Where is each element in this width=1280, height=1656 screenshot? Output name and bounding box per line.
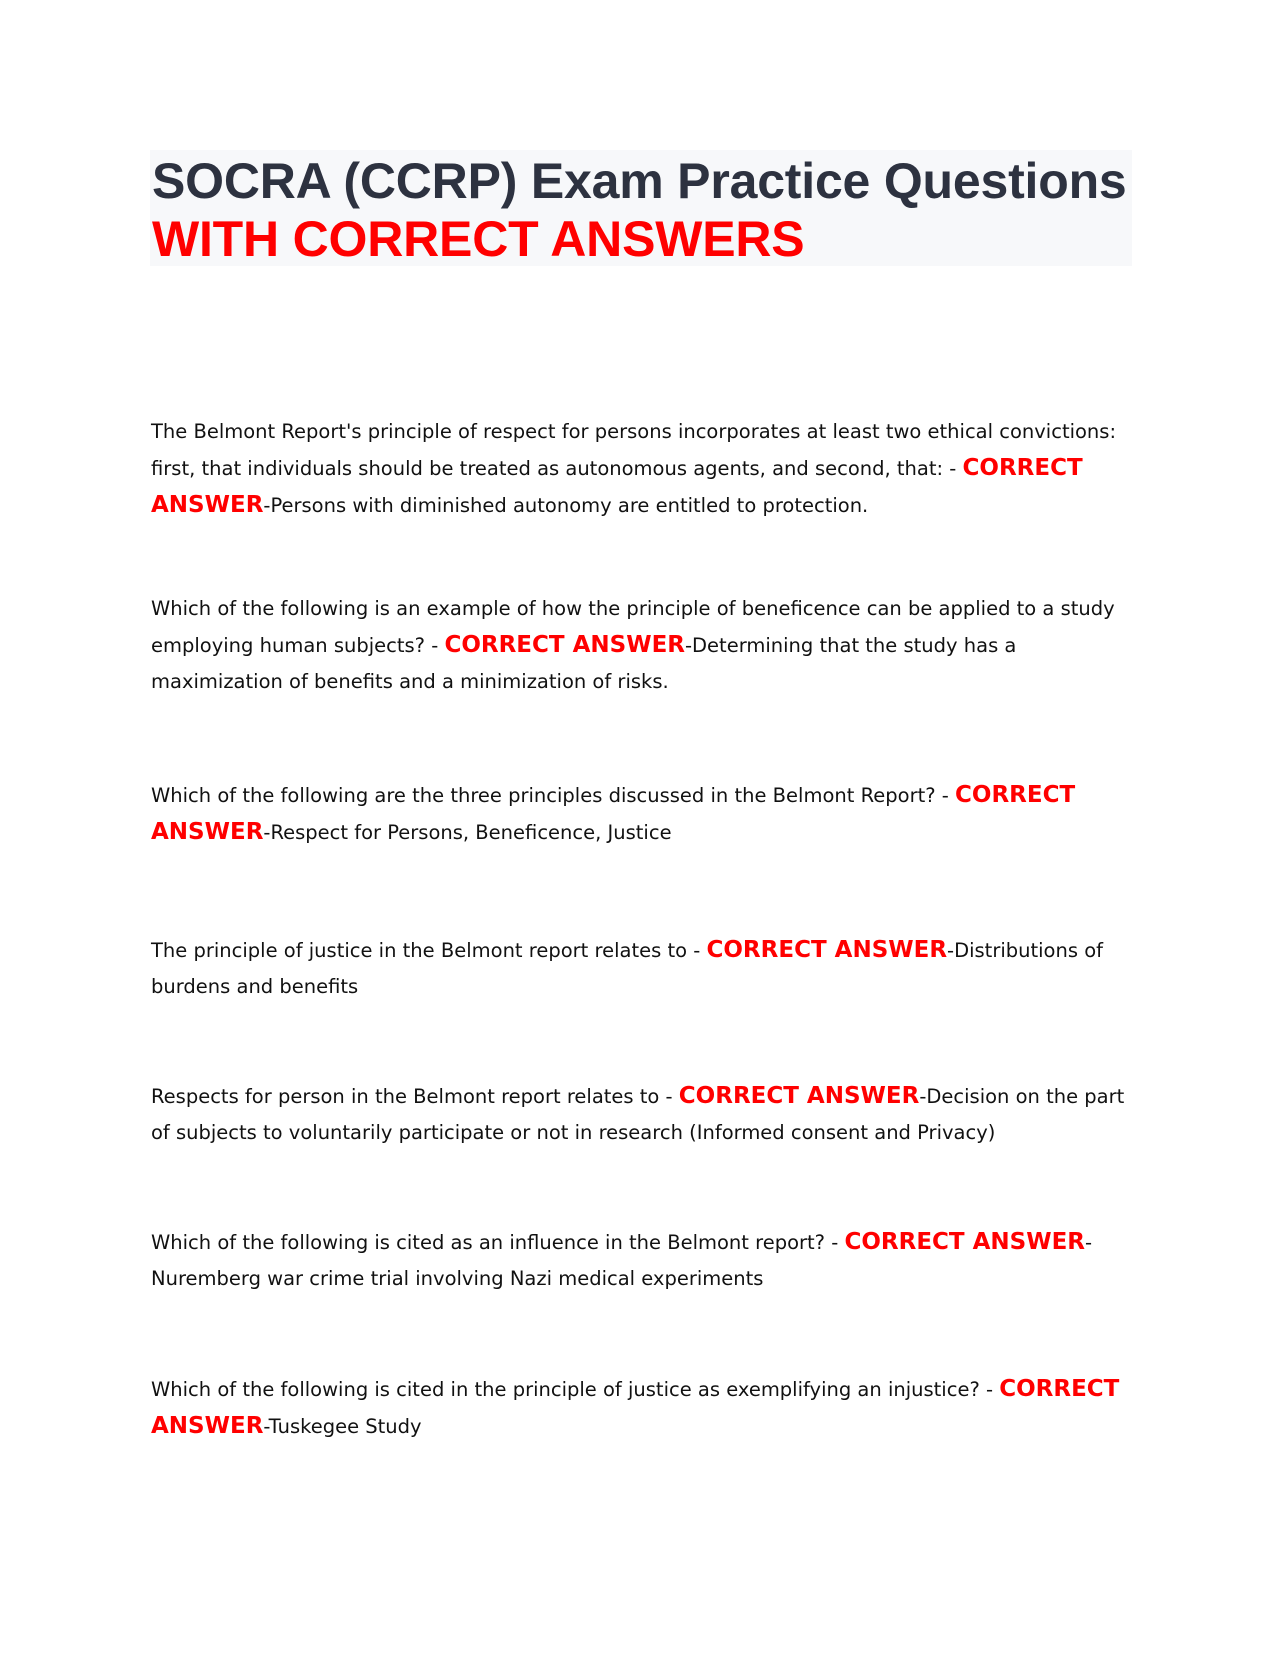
correct-answer-label: CORRECT ANSWER xyxy=(444,632,685,658)
title-main: SOCRA (CCRP) Exam Practice Questions xyxy=(152,153,1127,209)
question-text: The Belmont Report's principle of respect for persons incorporates at least two ethical convictions: first, that individuals should be treated as autonomous agents, and second, that: - xyxy=(151,420,1117,480)
qa-item xyxy=(151,932,1136,1005)
correct-answer-label: CORRECT ANSWER xyxy=(706,937,948,963)
correct-answer-label: CORRECT ANSWER xyxy=(844,1229,1086,1255)
qa-item xyxy=(151,1078,1136,1151)
qa-item xyxy=(151,1371,1136,1445)
question-text: Which of the following is cited in the principle of justice as exemplifying an injustice? - xyxy=(151,1378,1000,1401)
qa-item xyxy=(151,1224,1136,1297)
answer-text: -Persons with diminished autonomy are entitled to protection. xyxy=(263,494,869,517)
qa-item xyxy=(151,777,1136,851)
answer-text: -Decision on the part of subjects to voluntarily participate or not in research (Informed consent and Privacy) xyxy=(151,1085,1125,1144)
page-title xyxy=(150,150,1132,266)
correct-answer-label: CORRECT ANSWER xyxy=(151,1376,1120,1439)
question-text: Which of the following is an example of how the principle of beneficence can be applied to a study employing human subjects? - xyxy=(151,597,1115,657)
qa-item xyxy=(151,591,1136,700)
answer-text: -Nuremberg war crime trial involving Nazi medical experiments xyxy=(151,1231,1093,1290)
title-accent: WITH CORRECT ANSWERS xyxy=(152,211,805,267)
qa-item xyxy=(151,414,1136,524)
answer-text: -Distributions of burdens and benefits xyxy=(151,939,1103,998)
question-text: Which of the following are the three principles discussed in the Belmont Report? - xyxy=(151,784,956,807)
answer-text: -Determining that the study has a maximization of benefits and a minimization of risks. xyxy=(151,634,1017,693)
correct-answer-label: CORRECT ANSWER xyxy=(678,1083,920,1109)
answer-text: -Tuskegee Study xyxy=(263,1415,422,1438)
correct-answer-label: CORRECT ANSWER xyxy=(151,782,1076,845)
question-text: The principle of justice in the Belmont report relates to - xyxy=(151,939,707,962)
correct-answer-label: CORRECT ANSWER xyxy=(151,455,1083,518)
question-text: Respects for person in the Belmont report relates to - xyxy=(151,1085,679,1108)
answer-text: -Respect for Persons, Beneficence, Justice xyxy=(263,821,672,844)
question-text: Which of the following is cited as an influence in the Belmont report? - xyxy=(151,1231,845,1254)
